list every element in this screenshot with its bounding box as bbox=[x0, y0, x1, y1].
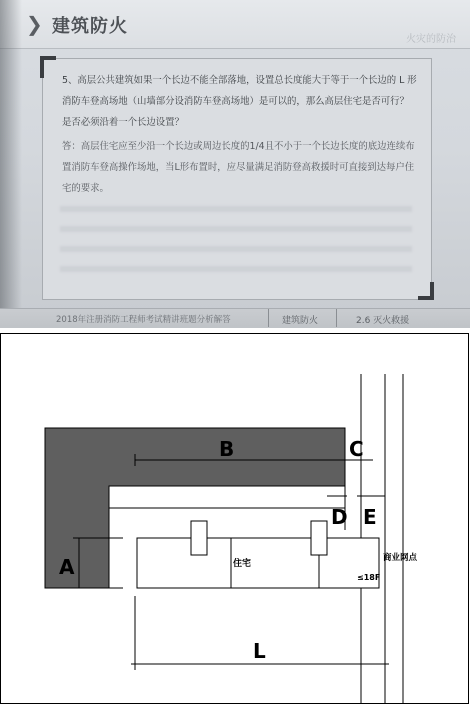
footer-book-title: 2018年注册消防工程师考试精讲班题分析解答 bbox=[56, 315, 231, 325]
stair-core bbox=[191, 521, 207, 555]
corner-mark-top-left bbox=[40, 56, 56, 78]
footer-divider bbox=[268, 309, 269, 327]
header-faint-text: 火灾的防治 bbox=[406, 34, 456, 45]
shop-label: 商业网点 bbox=[383, 553, 418, 563]
label-l: L bbox=[253, 639, 266, 663]
question-text: 5、高层公共建筑如果一个长边不能全部落地，设置总长度能大于等于一个长边的 L 形消防车登高场地（山墙部分设消防车登高场地）是可以的，那么高层住宅是否可行？是否必须沿着一个长边设置？ bbox=[62, 75, 417, 128]
stair-core bbox=[311, 521, 327, 555]
book-page-photo bbox=[0, 0, 470, 328]
footer-subsection: 2.6 灭火救援 bbox=[356, 316, 410, 326]
label-d: D bbox=[331, 505, 348, 529]
residential-building bbox=[137, 538, 379, 588]
floor-label: ≤18F bbox=[357, 573, 381, 582]
site-plan-diagram bbox=[0, 333, 469, 704]
residence-label: 住宅 bbox=[233, 559, 252, 569]
label-c: C bbox=[349, 437, 364, 461]
corner-mark-bottom-right bbox=[418, 282, 434, 300]
label-b: B bbox=[219, 437, 235, 461]
page-shadow bbox=[0, 0, 22, 328]
footer-section: 建筑防火 bbox=[282, 316, 319, 326]
label-a: A bbox=[59, 555, 75, 579]
answer-text: 答：高层住宅应至少沿一个长边或周边长度的1/4且不小于一个长边长度的底边连续布置消防车登高操作场地，当L形布置时，应尽量满足消防登高救援时可直接到达每户住宅的要求。 bbox=[62, 141, 415, 194]
footer-divider bbox=[336, 309, 337, 327]
faded-text-lines bbox=[60, 206, 412, 286]
label-e: E bbox=[363, 505, 377, 529]
chevron-right-icon: ❯ bbox=[26, 12, 43, 36]
chapter-title: 建筑防火 bbox=[52, 16, 128, 37]
site-plan-svg bbox=[1, 334, 468, 703]
